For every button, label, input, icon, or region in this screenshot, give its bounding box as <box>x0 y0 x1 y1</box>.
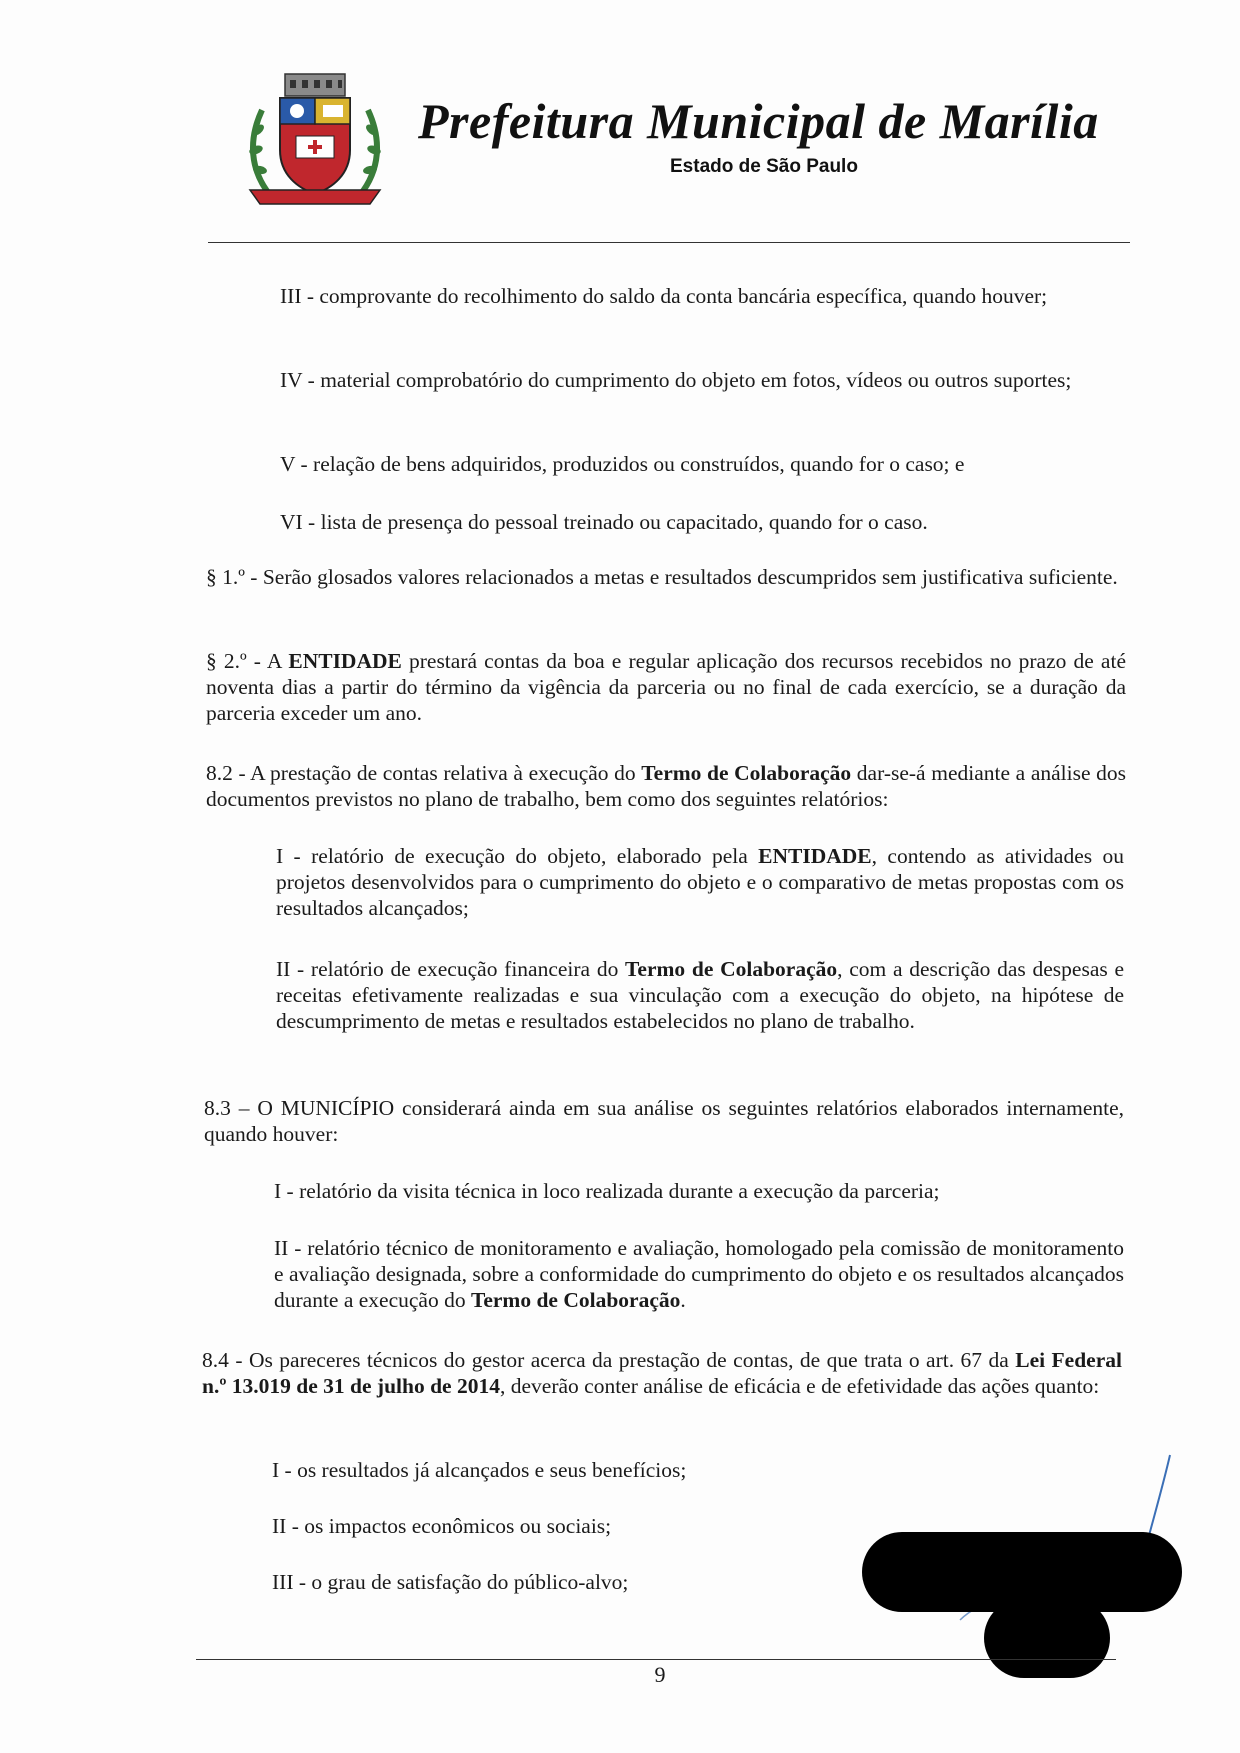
paragraph-2: § 2.º - A ENTIDADE prestará contas da boa e regular aplicação dos recursos recebidos no prazo de até noventa dias a partir do término da vigência da parceria ou no final de cada exercício, se a duração da parceria exceder um ano. <box>206 649 1126 725</box>
municipal-coat-of-arms-icon <box>240 70 390 210</box>
section-8-4-item-ii: II - os impactos econômicos ou sociais; <box>272 1514 612 1538</box>
section-8-3-item-ii: II - relatório técnico de monitoramento e avaliação, homologado pela comissão de monitoramento e avaliação designada, sobre a conformidade do cumprimento do objeto e os resultados alcançados durante a execução do Termo de Colaboração. <box>274 1236 1124 1312</box>
letterhead-subtitle: Estado de São Paulo <box>670 156 858 177</box>
section-8-2-item-i: I - relatório de execução do objeto, elaborado pela ENTIDADE, contendo as atividades ou projetos desenvolvidos para o cumprimento do objeto e o comparativo de metas propostas com os resultados alcançados; <box>276 844 1124 920</box>
header-divider <box>208 242 1130 243</box>
page-number: 9 <box>654 1662 666 1687</box>
redaction-block <box>984 1598 1110 1678</box>
section-8-2: 8.2 - A prestação de contas relativa à execução do Termo de Colaboração dar-se-á mediante a análise dos documentos previstos no plano de trabalho, bem como dos seguintes relatórios: <box>206 761 1126 811</box>
section-8-4-item-iii: III - o grau de satisfação do público-alvo; <box>272 1570 629 1594</box>
paragraph-1: § 1.º - Serão glosados valores relacionados a metas e resultados descumpridos sem justificativa suficiente. <box>206 565 1118 589</box>
letterhead-title: Prefeitura Municipal de Marília <box>418 93 1099 149</box>
section-8-3: 8.3 – O MUNICÍPIO considerará ainda em sua análise os seguintes relatórios elaborados internamente, quando houver: <box>204 1096 1124 1146</box>
section-8-2-item-ii: II - relatório de execução financeira do Termo de Colaboração, com a descrição das despesas e receitas efetivamente realizadas e sua vinculação com a execução do objeto, na hipótese de descumprimento de metas e resultados estabelecidos no plano de trabalho. <box>276 957 1125 1033</box>
item-iii: III - comprovante do recolhimento do saldo da conta bancária específica, quando houver; <box>280 284 1048 308</box>
item-vi: VI - lista de presença do pessoal treinado ou capacitado, quando for o caso. <box>280 510 928 534</box>
item-v: V - relação de bens adquiridos, produzidos ou construídos, quando for o caso; e <box>280 452 965 476</box>
footer-divider <box>196 1659 1116 1660</box>
section-8-4: 8.4 - Os pareceres técnicos do gestor acerca da prestação de contas, de que trata o art. 67 da Lei Federal n.º 13.019 de 31 de julho de 2014, deverão conter análise de eficácia e de efetividade das ações quanto: <box>202 1348 1122 1398</box>
section-8-3-item-i: I - relatório da visita técnica in loco realizada durante a execução da parceria; <box>274 1179 940 1203</box>
section-8-4-item-i: I - os resultados já alcançados e seus benefícios; <box>272 1458 687 1482</box>
letterhead <box>240 70 1140 220</box>
item-iv: IV - material comprobatório do cumprimento do objeto em fotos, vídeos ou outros suportes; <box>280 368 1072 392</box>
